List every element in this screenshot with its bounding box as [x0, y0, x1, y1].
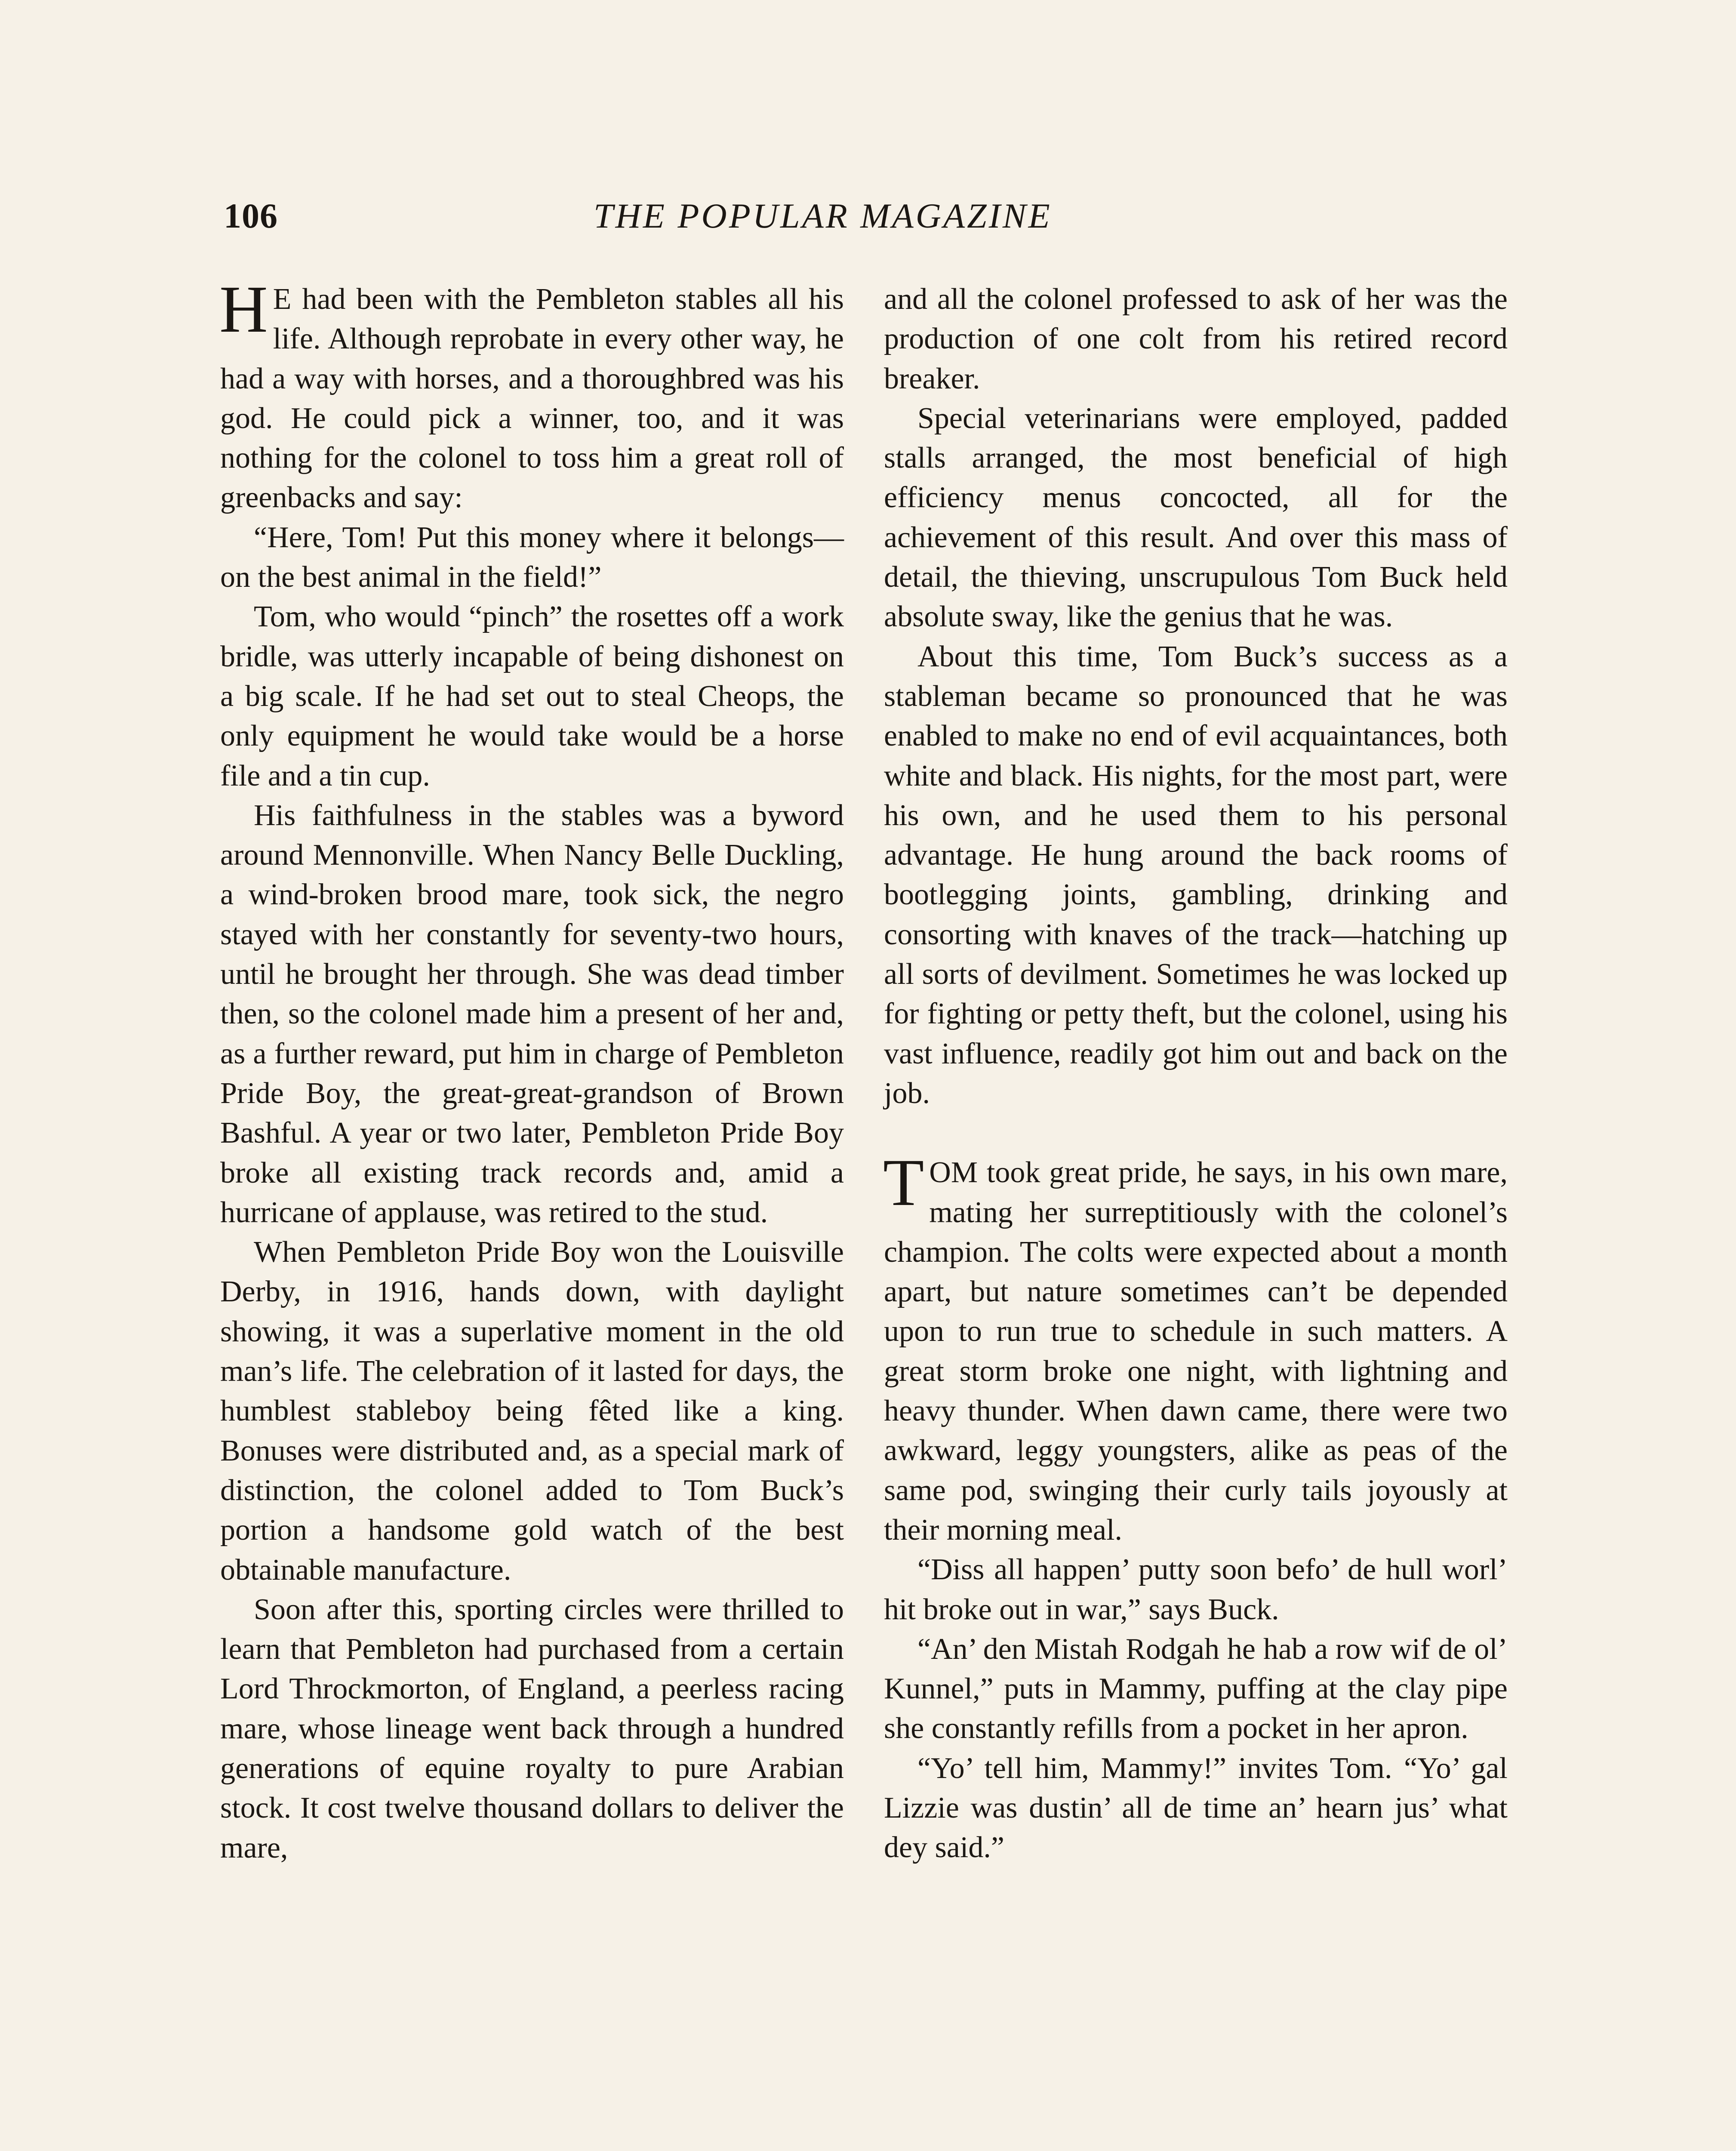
story-paragraph: Soon after this, sporting circles were thrilled to learn that Pembleton had purchased from a certain Lord Throckmorton, of England, a peerless racing mare, whose lineage went back through a hundred generations of equine royalty to pure Arabian stock. It cost twelve thousand dollars to deliver the mare,: [220, 1593, 844, 1864]
story-paragraph: Special veterinarians were employed, padded stalls arranged, the most beneficial of high efficiency menus concocted, all for the achievement of this result. And over this mass of detail, the thieving, unscrupulous Tom Buck held absolute sway, like the genius that he was.: [884, 401, 1508, 634]
story-paragraph: When Pembleton Pride Boy won the Louisville Derby, in 1916, hands down, with daylight showing, it was a superlative moment in the old man’s life. The celebration of it lasted for days, the humblest stableboy being fêted like a king. Bonuses were distributed and, as a special mark of distinction, the colonel added to Tom Buck’s portion a handsome gold watch of the best obtainable manufacture.: [220, 1236, 844, 1587]
story-paragraph: His faithfulness in the stables was a byword around Mennonville. When Nancy Belle Duckling, a wind-broken brood mare, took sick, the negro stayed with her constantly for seventy-two hours, until he brought her through. She was dead timber then, so the colonel made him a present of her and, as a further reward, put him in charge of Pembleton Pride Boy, the great-great-grandson of Brown Bashful. A year or two later, Pembleton Pride Boy broke all existing track records and, amid a hurricane of applause, was retired to the stud.: [220, 798, 844, 1229]
story-paragraph: “Here, Tom! Put this money where it belongs—on the best animal in the field!”: [220, 521, 844, 594]
right-column: [884, 280, 1508, 1868]
left-column: [219, 272, 844, 1868]
story-opening-paragraph: [219, 272, 844, 518]
dialogue-paragraph: “An’ den Mistah Rodgah he hab a row wif de ol’ Kunnel,” puts in Mammy, puffing at the clay pipe she constantly refills from a pocket in her apron.: [884, 1632, 1508, 1745]
story-paragraph: About this time, Tom Buck’s success as a stableman became so pronounced that he was enabled to make no end of evil acquaintances, both white and black. His nights, for the most part, were his own, and he used them to his personal advantage. He hung around the back rooms of bootlegging joints, gambling, drinking and consorting with knaves of the track—hatching up all sorts of devilment. Sometimes he was locked up for fighting or petty theft, but the colonel, using his vast influence, readily got him out and back on the job.: [884, 640, 1508, 1110]
story-paragraph: and all the colonel professed to ask of her was the production of one colt from his retired record breaker.: [884, 283, 1508, 395]
drop-cap-h: H: [219, 272, 268, 346]
section-opening-text: OM took great pride, he says, in his own mare, mating her surreptitiously with the colonel’s champion. The colts were expected about a month apart, but nature sometimes can’t be depended upon to run true to schedule in such matters. A great storm broke one night, with lightning and heavy thunder. When dawn came, there were two awkward, leggy youngsters, alike as peas of the same pod, swinging their curly tails joyously at their morning meal.: [884, 1156, 1508, 1547]
dialogue-paragraph: “Diss all happen’ putty soon befo’ de hull worl’ hit broke out in war,” says Buck.: [884, 1553, 1508, 1626]
dialogue-paragraph: “Yo’ tell him, Mammy!” invites Tom. “Yo’ gal Lizzie was dustin’ all de time an’ hearn jus’ what dey said.”: [884, 1751, 1508, 1864]
drop-cap-t: T: [883, 1145, 924, 1220]
opening-paragraph-text: E had been with the Pembleton stables all his life. Although reprobate in every other way, he had a way with horses, and a thoroughbred was his god. He could pick a winner, too, and it was nothing for the colonel to toss him a great roll of greenbacks and say:: [220, 283, 844, 515]
section-break: [884, 1113, 1508, 1153]
story-paragraph: Tom, who would “pinch” the rosettes off a work bridle, was utterly incapable of being dishonest on a big scale. If he had set out to steal Cheops, the only equipment he would take would be a horse file and a tin cup.: [220, 600, 844, 792]
section-opening-paragraph: [883, 1145, 1508, 1550]
page-number: 106: [224, 196, 278, 235]
running-head: THE POPULAR MAGAZINE: [594, 196, 1052, 235]
page-header: [224, 196, 1170, 247]
